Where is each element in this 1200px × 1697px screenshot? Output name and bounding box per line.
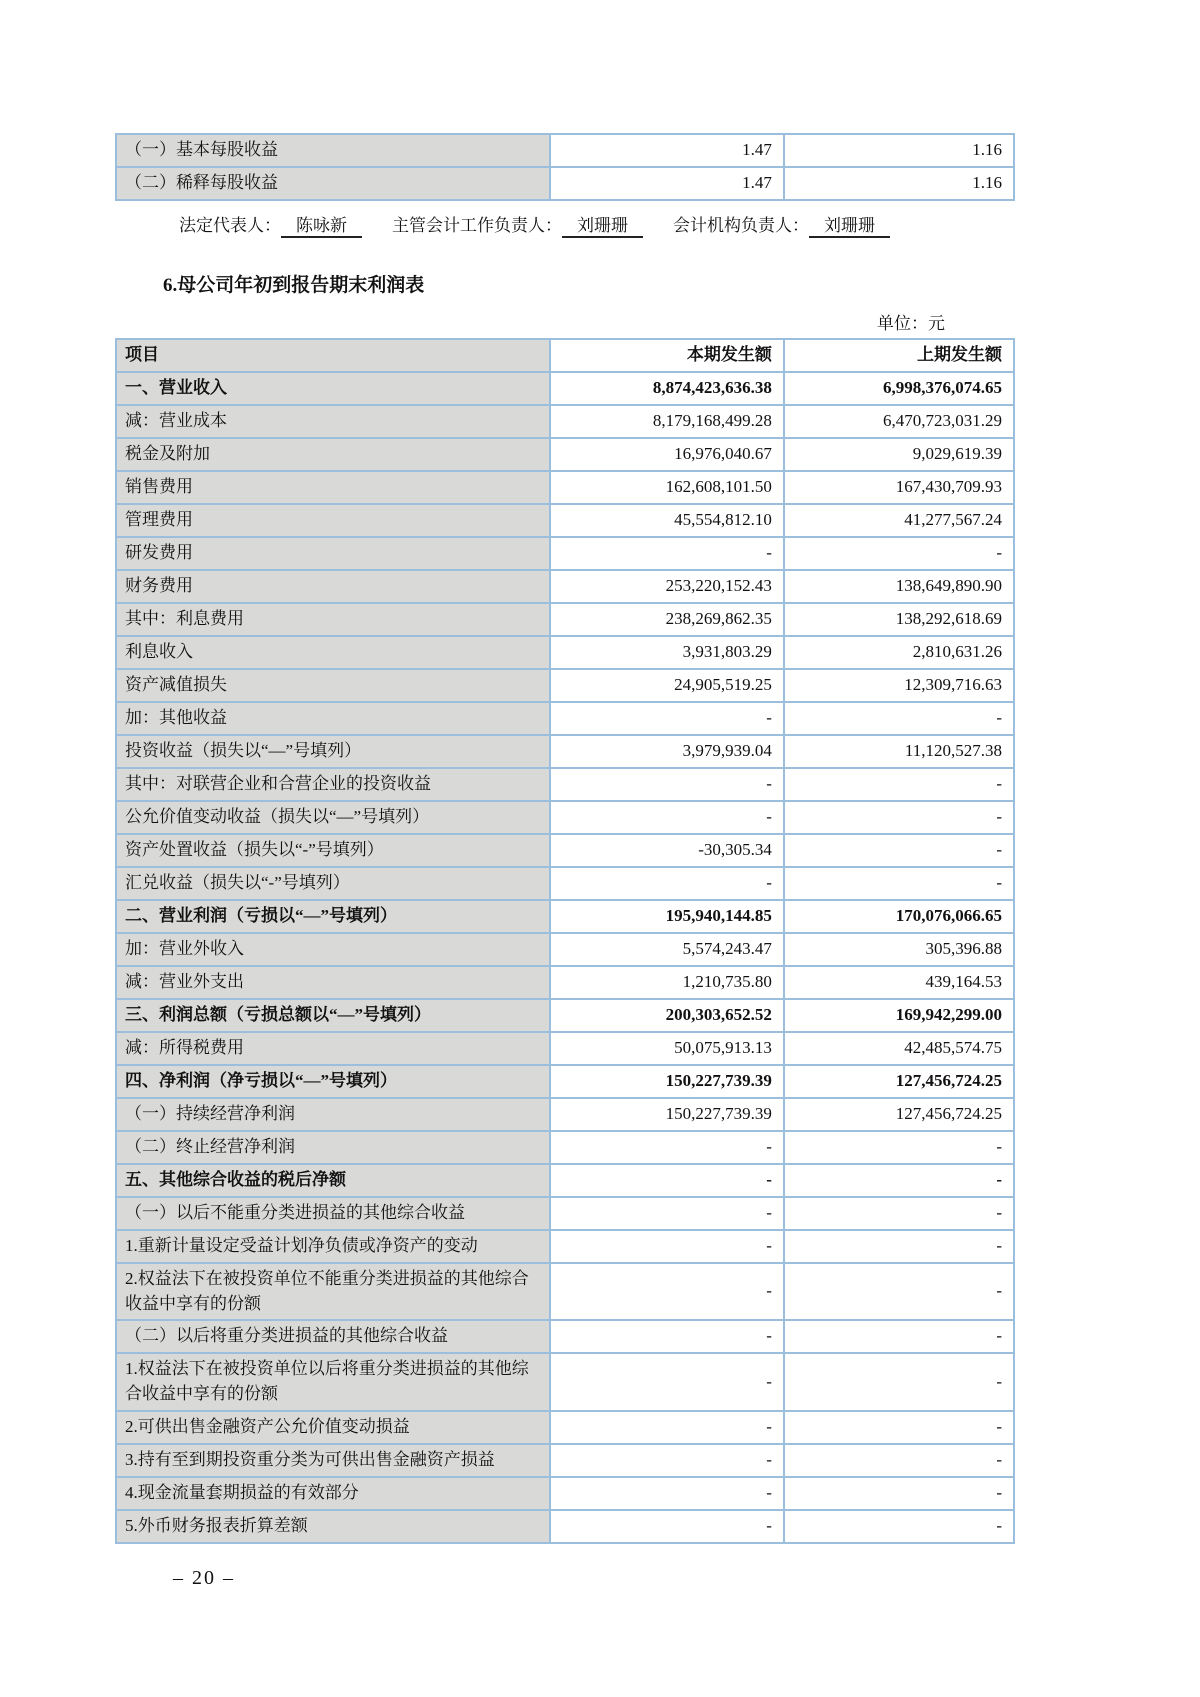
current-period-value: -: [550, 1230, 784, 1263]
table-row: [116, 1353, 1014, 1410]
item-label: 管理费用: [116, 504, 550, 537]
current-period-value: -: [550, 1353, 784, 1410]
table-row: [116, 438, 1014, 471]
table-row: [116, 134, 1014, 167]
table-row: [116, 867, 1014, 900]
item-label: 1.权益法下在被投资单位以后将重分类进损益的其他综合收益中享有的份额: [116, 1353, 550, 1410]
current-period-value: -: [550, 702, 784, 735]
prior-period-value: 305,396.88: [784, 933, 1014, 966]
prior-period-value: -: [784, 1164, 1014, 1197]
item-label: 二、营业利润（亏损以“—”号填列）: [116, 900, 550, 933]
table-row: [116, 603, 1014, 636]
item-label: 税金及附加: [116, 438, 550, 471]
item-label: （二）终止经营净利润: [116, 1131, 550, 1164]
table-row: [116, 570, 1014, 603]
prior-period-value: 6,998,376,074.65: [784, 372, 1014, 405]
table-row: [116, 801, 1014, 834]
table-row: [116, 999, 1014, 1032]
item-label: 加：其他收益: [116, 702, 550, 735]
current-period-value: 162,608,101.50: [550, 471, 784, 504]
item-label: 资产减值损失: [116, 669, 550, 702]
prior-period-value: 6,470,723,031.29: [784, 405, 1014, 438]
prior-period-value: 2,810,631.26: [784, 636, 1014, 669]
item-label: 研发费用: [116, 537, 550, 570]
prior-period-value: 9,029,619.39: [784, 438, 1014, 471]
page-number: – 20 –: [173, 1567, 235, 1589]
item-label: 投资收益（损失以“—”号填列）: [116, 735, 550, 768]
current-period-value: 200,303,652.52: [550, 999, 784, 1032]
item-label: （二）稀释每股收益: [116, 167, 550, 200]
item-label: （二）以后将重分类进损益的其他综合收益: [116, 1320, 550, 1353]
item-label: 减：所得税费用: [116, 1032, 550, 1065]
item-label: 三、利润总额（亏损总额以“—”号填列）: [116, 999, 550, 1032]
item-label: 2.可供出售金融资产公允价值变动损益: [116, 1411, 550, 1444]
accounting-head-label: 主管会计工作负责人：: [392, 216, 562, 235]
table-row: [116, 1098, 1014, 1131]
current-period-value: 238,269,862.35: [550, 603, 784, 636]
current-period-value: 3,931,803.29: [550, 636, 784, 669]
table-row: [116, 471, 1014, 504]
item-label: （一）持续经营净利润: [116, 1098, 550, 1131]
current-period-value: 8,874,423,636.38: [550, 372, 784, 405]
table-row: [116, 504, 1014, 537]
item-label: 财务费用: [116, 570, 550, 603]
prior-period-value: 42,485,574.75: [784, 1032, 1014, 1065]
current-period-value: -: [550, 801, 784, 834]
item-label: 其中：利息费用: [116, 603, 550, 636]
table-row: [116, 1320, 1014, 1353]
prior-period-value: -: [784, 834, 1014, 867]
accounting-org-name: 刘珊珊: [809, 216, 890, 238]
prior-period-value: -: [784, 537, 1014, 570]
accounting-org-label: 会计机构负责人：: [673, 216, 809, 235]
prior-period-value: 138,649,890.90: [784, 570, 1014, 603]
prior-period-value: -: [784, 1477, 1014, 1510]
prior-period-value: 11,120,527.38: [784, 735, 1014, 768]
current-period-value: 1.47: [550, 134, 784, 167]
table-row: [116, 1510, 1014, 1543]
signature-line: [179, 211, 1015, 236]
table-row: [116, 1263, 1014, 1320]
item-label: 汇兑收益（损失以“-”号填列）: [116, 867, 550, 900]
current-period-value: -: [550, 768, 784, 801]
item-label: （一）基本每股收益: [116, 134, 550, 167]
current-period-value: -: [550, 1164, 784, 1197]
eps-table: [115, 133, 1015, 201]
table-row: [116, 1477, 1014, 1510]
current-period-value: -: [550, 1444, 784, 1477]
table-row: [116, 735, 1014, 768]
prior-period-value: 12,309,716.63: [784, 669, 1014, 702]
page-content: [115, 133, 1015, 1544]
prior-period-value: 1.16: [784, 167, 1014, 200]
column-header-current-period: 本期发生额: [550, 339, 784, 372]
current-period-value: 1.47: [550, 167, 784, 200]
legal-rep-signature: [179, 216, 362, 235]
item-label: 公允价值变动收益（损失以“—”号填列）: [116, 801, 550, 834]
prior-period-value: 439,164.53: [784, 966, 1014, 999]
table-row: [116, 167, 1014, 200]
prior-period-value: -: [784, 1197, 1014, 1230]
table-row: [116, 1411, 1014, 1444]
current-period-value: -: [550, 537, 784, 570]
prior-period-value: -: [784, 1510, 1014, 1543]
table-row: [116, 1164, 1014, 1197]
unit-label: 单位：元: [877, 314, 945, 333]
table-row: [116, 372, 1014, 405]
accounting-head-signature: [392, 216, 643, 235]
current-period-value: 1,210,735.80: [550, 966, 784, 999]
current-period-value: 45,554,812.10: [550, 504, 784, 537]
income-statement-table: [115, 338, 1015, 1544]
table-row: [116, 1230, 1014, 1263]
current-period-value: 5,574,243.47: [550, 933, 784, 966]
item-label: 销售费用: [116, 471, 550, 504]
table-row: [116, 537, 1014, 570]
current-period-value: -: [550, 1263, 784, 1320]
item-label: 其中：对联营企业和合营企业的投资收益: [116, 768, 550, 801]
current-period-value: 50,075,913.13: [550, 1032, 784, 1065]
table-row: [116, 966, 1014, 999]
prior-period-value: -: [784, 768, 1014, 801]
table-row: [116, 834, 1014, 867]
table-row: [116, 669, 1014, 702]
legal-rep-label: 法定代表人：: [179, 216, 281, 235]
current-period-value: -30,305.34: [550, 834, 784, 867]
current-period-value: -: [550, 1477, 784, 1510]
item-label: 3.持有至到期投资重分类为可供出售金融资产损益: [116, 1444, 550, 1477]
item-label: 四、净利润（净亏损以“—”号填列）: [116, 1065, 550, 1098]
prior-period-value: 41,277,567.24: [784, 504, 1014, 537]
item-label: 5.外币财务报表折算差额: [116, 1510, 550, 1543]
prior-period-value: 1.16: [784, 134, 1014, 167]
item-label: （一）以后不能重分类进损益的其他综合收益: [116, 1197, 550, 1230]
prior-period-value: -: [784, 1411, 1014, 1444]
prior-period-value: -: [784, 1353, 1014, 1410]
prior-period-value: -: [784, 1131, 1014, 1164]
prior-period-value: -: [784, 1444, 1014, 1477]
table-row: [116, 900, 1014, 933]
current-period-value: -: [550, 1131, 784, 1164]
current-period-value: -: [550, 1320, 784, 1353]
current-period-value: 195,940,144.85: [550, 900, 784, 933]
table-header-row: [116, 339, 1014, 372]
table-row: [116, 1444, 1014, 1477]
table-row: [116, 1131, 1014, 1164]
item-label: 1.重新计量设定受益计划净负债或净资产的变动: [116, 1230, 550, 1263]
section-title: 6.母公司年初到报告期末利润表: [163, 275, 425, 296]
item-label: 减：营业外支出: [116, 966, 550, 999]
table-row: [116, 1065, 1014, 1098]
prior-period-value: 138,292,618.69: [784, 603, 1014, 636]
prior-period-value: 169,942,299.00: [784, 999, 1014, 1032]
column-header-prior-period: 上期发生额: [784, 339, 1014, 372]
table-row: [116, 702, 1014, 735]
prior-period-value: 167,430,709.93: [784, 471, 1014, 504]
prior-period-value: -: [784, 801, 1014, 834]
table-row: [116, 636, 1014, 669]
accounting-head-name: 刘珊珊: [562, 216, 643, 238]
current-period-value: 24,905,519.25: [550, 669, 784, 702]
table-row: [116, 1197, 1014, 1230]
prior-period-value: 127,456,724.25: [784, 1065, 1014, 1098]
current-period-value: 8,179,168,499.28: [550, 405, 784, 438]
prior-period-value: -: [784, 702, 1014, 735]
item-label: 利息收入: [116, 636, 550, 669]
current-period-value: 150,227,739.39: [550, 1065, 784, 1098]
legal-rep-name: 陈咏新: [281, 216, 362, 238]
current-period-value: -: [550, 1197, 784, 1230]
prior-period-value: -: [784, 1263, 1014, 1320]
table-row: [116, 768, 1014, 801]
prior-period-value: -: [784, 1230, 1014, 1263]
table-row: [116, 933, 1014, 966]
table-row: [116, 405, 1014, 438]
item-label: 2.权益法下在被投资单位不能重分类进损益的其他综合收益中享有的份额: [116, 1263, 550, 1320]
accounting-org-signature: [673, 216, 890, 235]
current-period-value: 150,227,739.39: [550, 1098, 784, 1131]
current-period-value: -: [550, 867, 784, 900]
table-row: [116, 1032, 1014, 1065]
prior-period-value: 127,456,724.25: [784, 1098, 1014, 1131]
prior-period-value: 170,076,066.65: [784, 900, 1014, 933]
item-label: 4.现金流量套期损益的有效部分: [116, 1477, 550, 1510]
column-header-item: 项目: [116, 339, 550, 372]
current-period-value: -: [550, 1411, 784, 1444]
current-period-value: 253,220,152.43: [550, 570, 784, 603]
prior-period-value: -: [784, 1320, 1014, 1353]
item-label: 资产处置收益（损失以“-”号填列）: [116, 834, 550, 867]
prior-period-value: -: [784, 867, 1014, 900]
current-period-value: 3,979,939.04: [550, 735, 784, 768]
item-label: 减：营业成本: [116, 405, 550, 438]
current-period-value: 16,976,040.67: [550, 438, 784, 471]
item-label: 一、营业收入: [116, 372, 550, 405]
item-label: 五、其他综合收益的税后净额: [116, 1164, 550, 1197]
item-label: 加：营业外收入: [116, 933, 550, 966]
current-period-value: -: [550, 1510, 784, 1543]
